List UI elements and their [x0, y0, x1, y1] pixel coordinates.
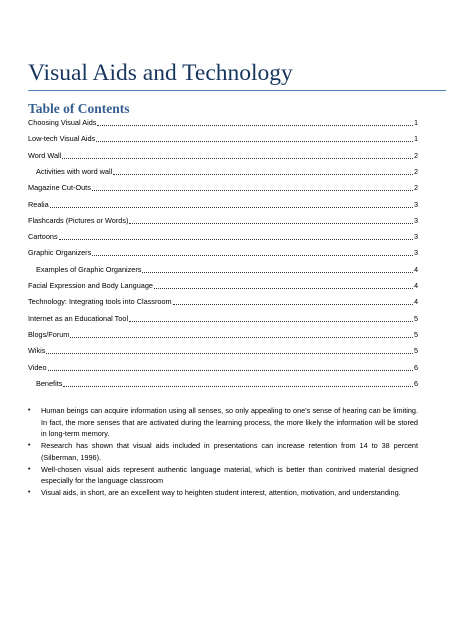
- toc-entry-page-number: 6: [413, 362, 418, 372]
- toc-entry-label: Technology: Integrating tools into Classroom: [28, 297, 172, 307]
- toc-entry-page-number: 2: [413, 166, 418, 176]
- toc-entry[interactable]: [28, 133, 418, 145]
- toc-leader-dots: [129, 320, 413, 322]
- toc-leader-dots: [50, 206, 413, 208]
- toc-leader-dots: [154, 287, 413, 289]
- toc-entry-label: Internet as an Educational Tool: [28, 313, 129, 323]
- toc-entry-page-number: 5: [413, 313, 418, 323]
- toc-leader-dots: [97, 124, 413, 126]
- toc-entry-label: Low-tech Visual Aids: [28, 134, 96, 144]
- toc-entry[interactable]: [28, 280, 418, 292]
- toc-entry-label: Facial Expression and Body Language: [28, 281, 153, 290]
- toc-entry-label: Word Wall: [28, 150, 62, 160]
- toc-entry-label: Graphic Organizers: [28, 248, 92, 258]
- bullet-text: Human beings can acquire information using all senses, so only appealing to one's sense of hearing can be limiting. In fact, the more senses that are activated during the learning process, the more likely the information will be stored in long-term memory.: [41, 406, 418, 439]
- toc-leader-dots: [63, 385, 413, 387]
- toc-entry-label: Activities with word wall: [36, 166, 113, 176]
- toc-entry-page-number: 6: [413, 378, 418, 388]
- toc-entry-label: Video: [28, 362, 47, 372]
- toc-entry-page-number: 5: [413, 346, 418, 356]
- toc-entry[interactable]: [28, 313, 418, 325]
- toc-leader-dots: [92, 189, 413, 191]
- toc-leader-dots: [129, 222, 413, 224]
- toc-entry[interactable]: [28, 150, 418, 162]
- toc-leader-dots: [48, 369, 413, 371]
- toc-entry-label: Flashcards (Pictures or Words): [28, 215, 129, 225]
- bullet-dot-icon: •: [28, 442, 31, 450]
- toc-entry-label: Cartoons: [28, 232, 58, 242]
- toc-entry-page-number: 4: [413, 281, 418, 290]
- toc-leader-dots: [62, 157, 413, 159]
- toc-entry-page-number: 5: [413, 329, 418, 339]
- toc-entry[interactable]: [28, 231, 418, 243]
- bullet-text: Well-chosen visual aids represent authentic language material, which is better than contrived material designed especially for the language classroom: [41, 464, 418, 486]
- toc-entry[interactable]: [28, 215, 418, 227]
- toc-entry-page-number: 2: [413, 150, 418, 160]
- toc-entry-label: Choosing Visual Aids: [28, 118, 97, 127]
- toc-leader-dots: [142, 271, 412, 273]
- toc-entry[interactable]: [28, 117, 418, 129]
- document-title: Visual Aids and Technology: [28, 59, 446, 91]
- toc-entry-page-number: 3: [413, 215, 418, 225]
- toc-entry[interactable]: [28, 378, 418, 390]
- toc-entry[interactable]: [28, 329, 418, 341]
- toc-entry-page-number: 4: [413, 297, 418, 307]
- bullet-item: [28, 405, 418, 440]
- toc-entry[interactable]: [28, 264, 418, 276]
- toc-entry-page-number: 1: [413, 134, 418, 144]
- toc-leader-dots: [59, 238, 413, 240]
- bullet-dot-icon: •: [28, 488, 31, 496]
- toc-entry-page-number: 3: [413, 199, 418, 209]
- toc-entry-label: Wikis: [28, 346, 46, 356]
- toc-leader-dots: [173, 303, 413, 305]
- toc-entry-label: Examples of Graphic Organizers: [36, 264, 142, 274]
- bullet-item: [28, 487, 418, 499]
- toc-heading: Table of Contents: [28, 101, 130, 116]
- toc-entry[interactable]: [28, 247, 418, 259]
- toc-entry-page-number: 2: [413, 183, 418, 193]
- bullet-text: Research has shown that visual aids included in presentations can increase retention from 14 to 38 percent (Silberman, 1996).: [41, 441, 418, 462]
- bullet-list: [28, 405, 418, 499]
- toc-entry-page-number: 3: [413, 232, 418, 242]
- toc-entry-label: Blogs/Forum: [28, 329, 70, 339]
- bullet-item: [28, 440, 418, 463]
- toc-entry-label: Benefits: [36, 378, 63, 388]
- toc-entry[interactable]: [28, 166, 418, 178]
- toc-entry-page-number: 1: [413, 118, 418, 127]
- toc-entry[interactable]: [28, 296, 418, 308]
- toc-leader-dots: [70, 336, 413, 338]
- toc-entry-page-number: 4: [413, 264, 418, 274]
- toc-entry-label: Magazine Cut-Outs: [28, 183, 91, 193]
- toc-leader-dots: [96, 140, 413, 142]
- toc-entry-page-number: 3: [413, 248, 418, 258]
- bullet-text: Visual aids, in short, are an excellent way to heighten student interest, attention, motivation, and understanding.: [41, 487, 401, 497]
- bullet-dot-icon: •: [28, 407, 31, 414]
- bullet-dot-icon: •: [28, 465, 31, 473]
- toc-leader-dots: [113, 173, 413, 175]
- toc-entry[interactable]: [28, 199, 418, 211]
- toc-leader-dots: [46, 352, 413, 354]
- bullet-item: [28, 464, 418, 487]
- toc-leader-dots: [92, 254, 413, 256]
- toc-entry[interactable]: [28, 362, 418, 374]
- toc-entry[interactable]: [28, 345, 418, 357]
- toc-entry[interactable]: [28, 182, 418, 194]
- toc-entry-label: Realia: [28, 199, 49, 209]
